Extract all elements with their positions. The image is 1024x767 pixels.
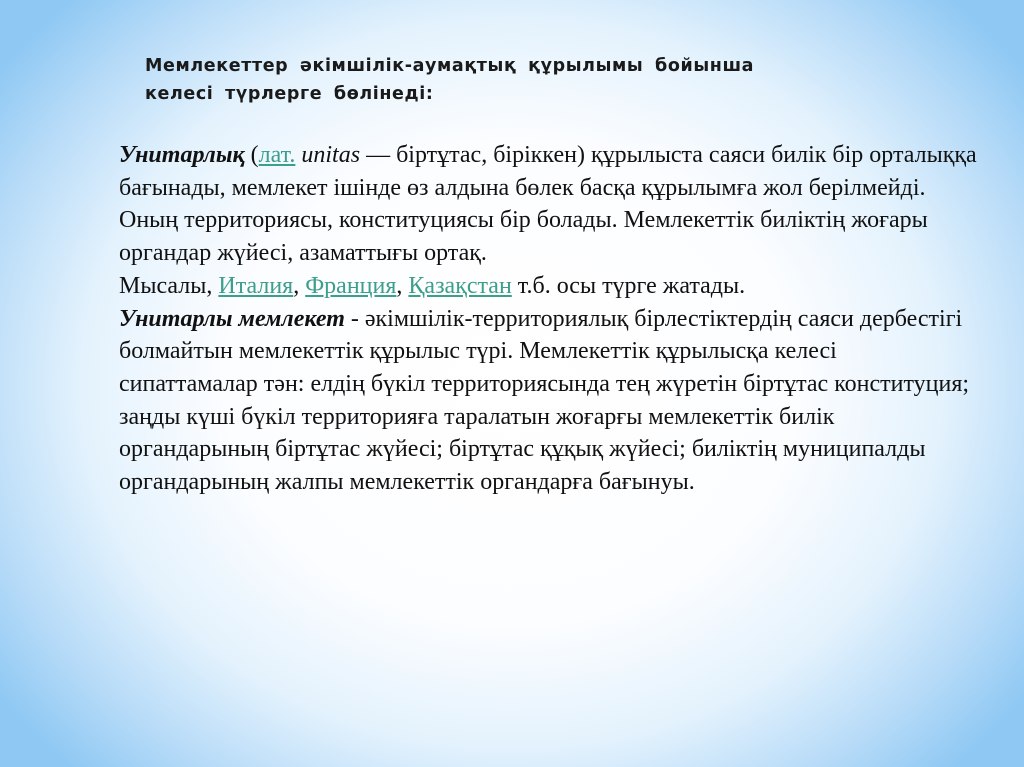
heading-line-1: Мемлекеттер әкімшілік-аумақтық құрылымы бойынша [145, 56, 755, 76]
slide-body [119, 139, 979, 499]
latin-word: unitas [295, 142, 361, 168]
examples-separator: , [396, 272, 409, 299]
country-link-italy[interactable]: Италия [218, 272, 294, 299]
country-link-france[interactable]: Франция [305, 272, 397, 299]
examples-separator: , [293, 272, 306, 299]
unitary-state-paragraph [119, 303, 979, 499]
examples-prefix: Мысалы, [119, 272, 219, 299]
heading-line-2: келесі түрлерге бөлінеді: [145, 84, 434, 104]
latin-language-link[interactable]: лат. [258, 142, 296, 168]
open-paren: ( [244, 142, 259, 168]
examples-suffix: т.б. осы түрге жатады. [511, 272, 746, 299]
examples-paragraph [119, 270, 979, 303]
unitary-state-term: Унитарлы мемлекет [119, 305, 345, 332]
unitary-term: Унитарлық [119, 142, 245, 168]
unitary-state-definition: - әкімшілік-территориялық бірлестіктердің саяси дербестігі болмайтын мемлекеттік құрылыс түрі. Мемлекеттік құрылысқа келесі сипаттамалар тән: елдің бүкіл территориясында тең жүретін біртұтас конституция; заңды күші бүкіл территорияға таралатын жоғарғы мемлекеттік билік органдарының біртұтас жүйесі; біртұтас құқық жүйесі; биліктің муниципалды органдарының жалпы мемлекеттік органдарға бағынуы. [119, 305, 970, 496]
unitary-paragraph [119, 139, 979, 270]
country-link-kazakhstan[interactable]: Қазақстан [408, 272, 512, 299]
slide-heading [145, 52, 905, 108]
unitary-definition: — біртұтас, біріккен) құрылыста саяси билік бір орталыққа бағынады, мемлекет ішінде өз алдына бөлек басқа құрылымға жол берілмейді. Оның территориясы, конституциясы бір болады. Мемлекеттік биліктің жоғары органдар жүйесі, азаматтығы ортақ. [119, 142, 977, 267]
